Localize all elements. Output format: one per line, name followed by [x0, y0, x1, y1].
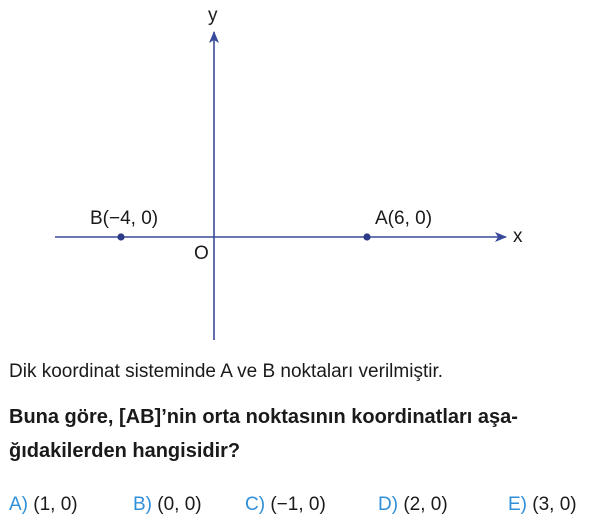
point-a [363, 233, 370, 240]
option-c-value: (−1, 0) [270, 494, 326, 515]
option-a[interactable] [9, 492, 78, 518]
option-e-value: (3, 0) [532, 494, 577, 515]
option-d[interactable] [378, 492, 448, 518]
option-b-value: (0, 0) [157, 494, 202, 515]
origin-label: O [194, 243, 209, 264]
option-a-letter: A) [9, 494, 28, 515]
option-b[interactable] [133, 492, 202, 518]
option-b-letter: B) [133, 494, 152, 515]
point-b-label: B(−4, 0) [90, 208, 159, 229]
option-d-value: (2, 0) [403, 494, 448, 515]
option-d-letter: D) [378, 494, 399, 515]
option-e-letter: E) [508, 494, 527, 515]
problem-statement: Dik koordinat sisteminde A ve B noktaları verilmiştir. [9, 361, 444, 382]
option-c[interactable] [245, 492, 326, 518]
x-axis-label: x [513, 226, 523, 247]
option-c-letter: C) [245, 494, 266, 515]
question-text: Buna göre, [AB]’nin orta noktasının koordinatları aşa-ğıdakilerden hangisidir? [9, 406, 518, 462]
option-e[interactable] [508, 492, 577, 518]
point-a-label: A(6, 0) [375, 208, 433, 229]
answer-options [9, 492, 607, 518]
y-axis-label: y [208, 5, 218, 26]
option-a-value: (1, 0) [33, 494, 78, 515]
point-b [117, 233, 124, 240]
